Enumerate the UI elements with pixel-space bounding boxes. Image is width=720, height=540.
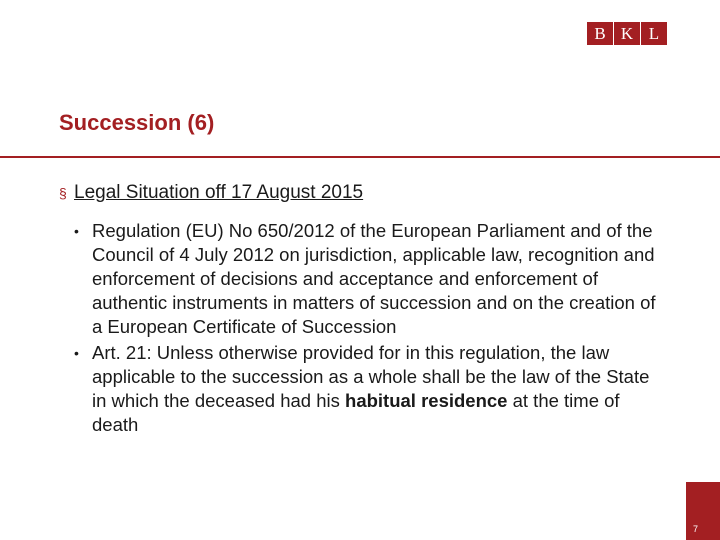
text-before: Art. 21: Unless otherwise provided for in this regulation, the law applicable to the succession as a whole shall be the law of the State in which the deceased had his (92, 342, 650, 411)
emphasized-text: habitual residence (345, 390, 508, 411)
text-after: at the time of death (92, 390, 620, 435)
logo-letter-b: B (587, 22, 613, 45)
title-divider (0, 156, 720, 158)
logo-letter-k: K (614, 22, 640, 45)
bullet-text: Legal Situation off 17 August 2015 (74, 182, 364, 203)
slide-body (59, 181, 699, 437)
sub-bullet-text: Regulation (EU) No 650/2012 of the European Parliament and of the Council of 4 July 2012 on jurisdiction, applicable law, recognition and enforcement of decisions and acceptance and enforcement of authentic instruments in matters of succession and on the creation of a European Certificate of Succession (92, 220, 656, 337)
slide-title: Succession (6) (59, 110, 215, 135)
sub-bullet-regulation (74, 219, 699, 339)
bullet-dot-icon: • (74, 223, 79, 239)
bullet-dot-icon: • (74, 345, 79, 361)
section-marker: § (59, 185, 67, 201)
corner-accent (686, 482, 720, 540)
sub-bullet-text (92, 341, 667, 437)
bkl-logo (587, 22, 668, 45)
bullet-legal-situation (59, 181, 699, 205)
page-number: 7 (692, 524, 698, 534)
sub-bullet-art21 (74, 341, 699, 437)
logo-letter-l: L (641, 22, 667, 45)
